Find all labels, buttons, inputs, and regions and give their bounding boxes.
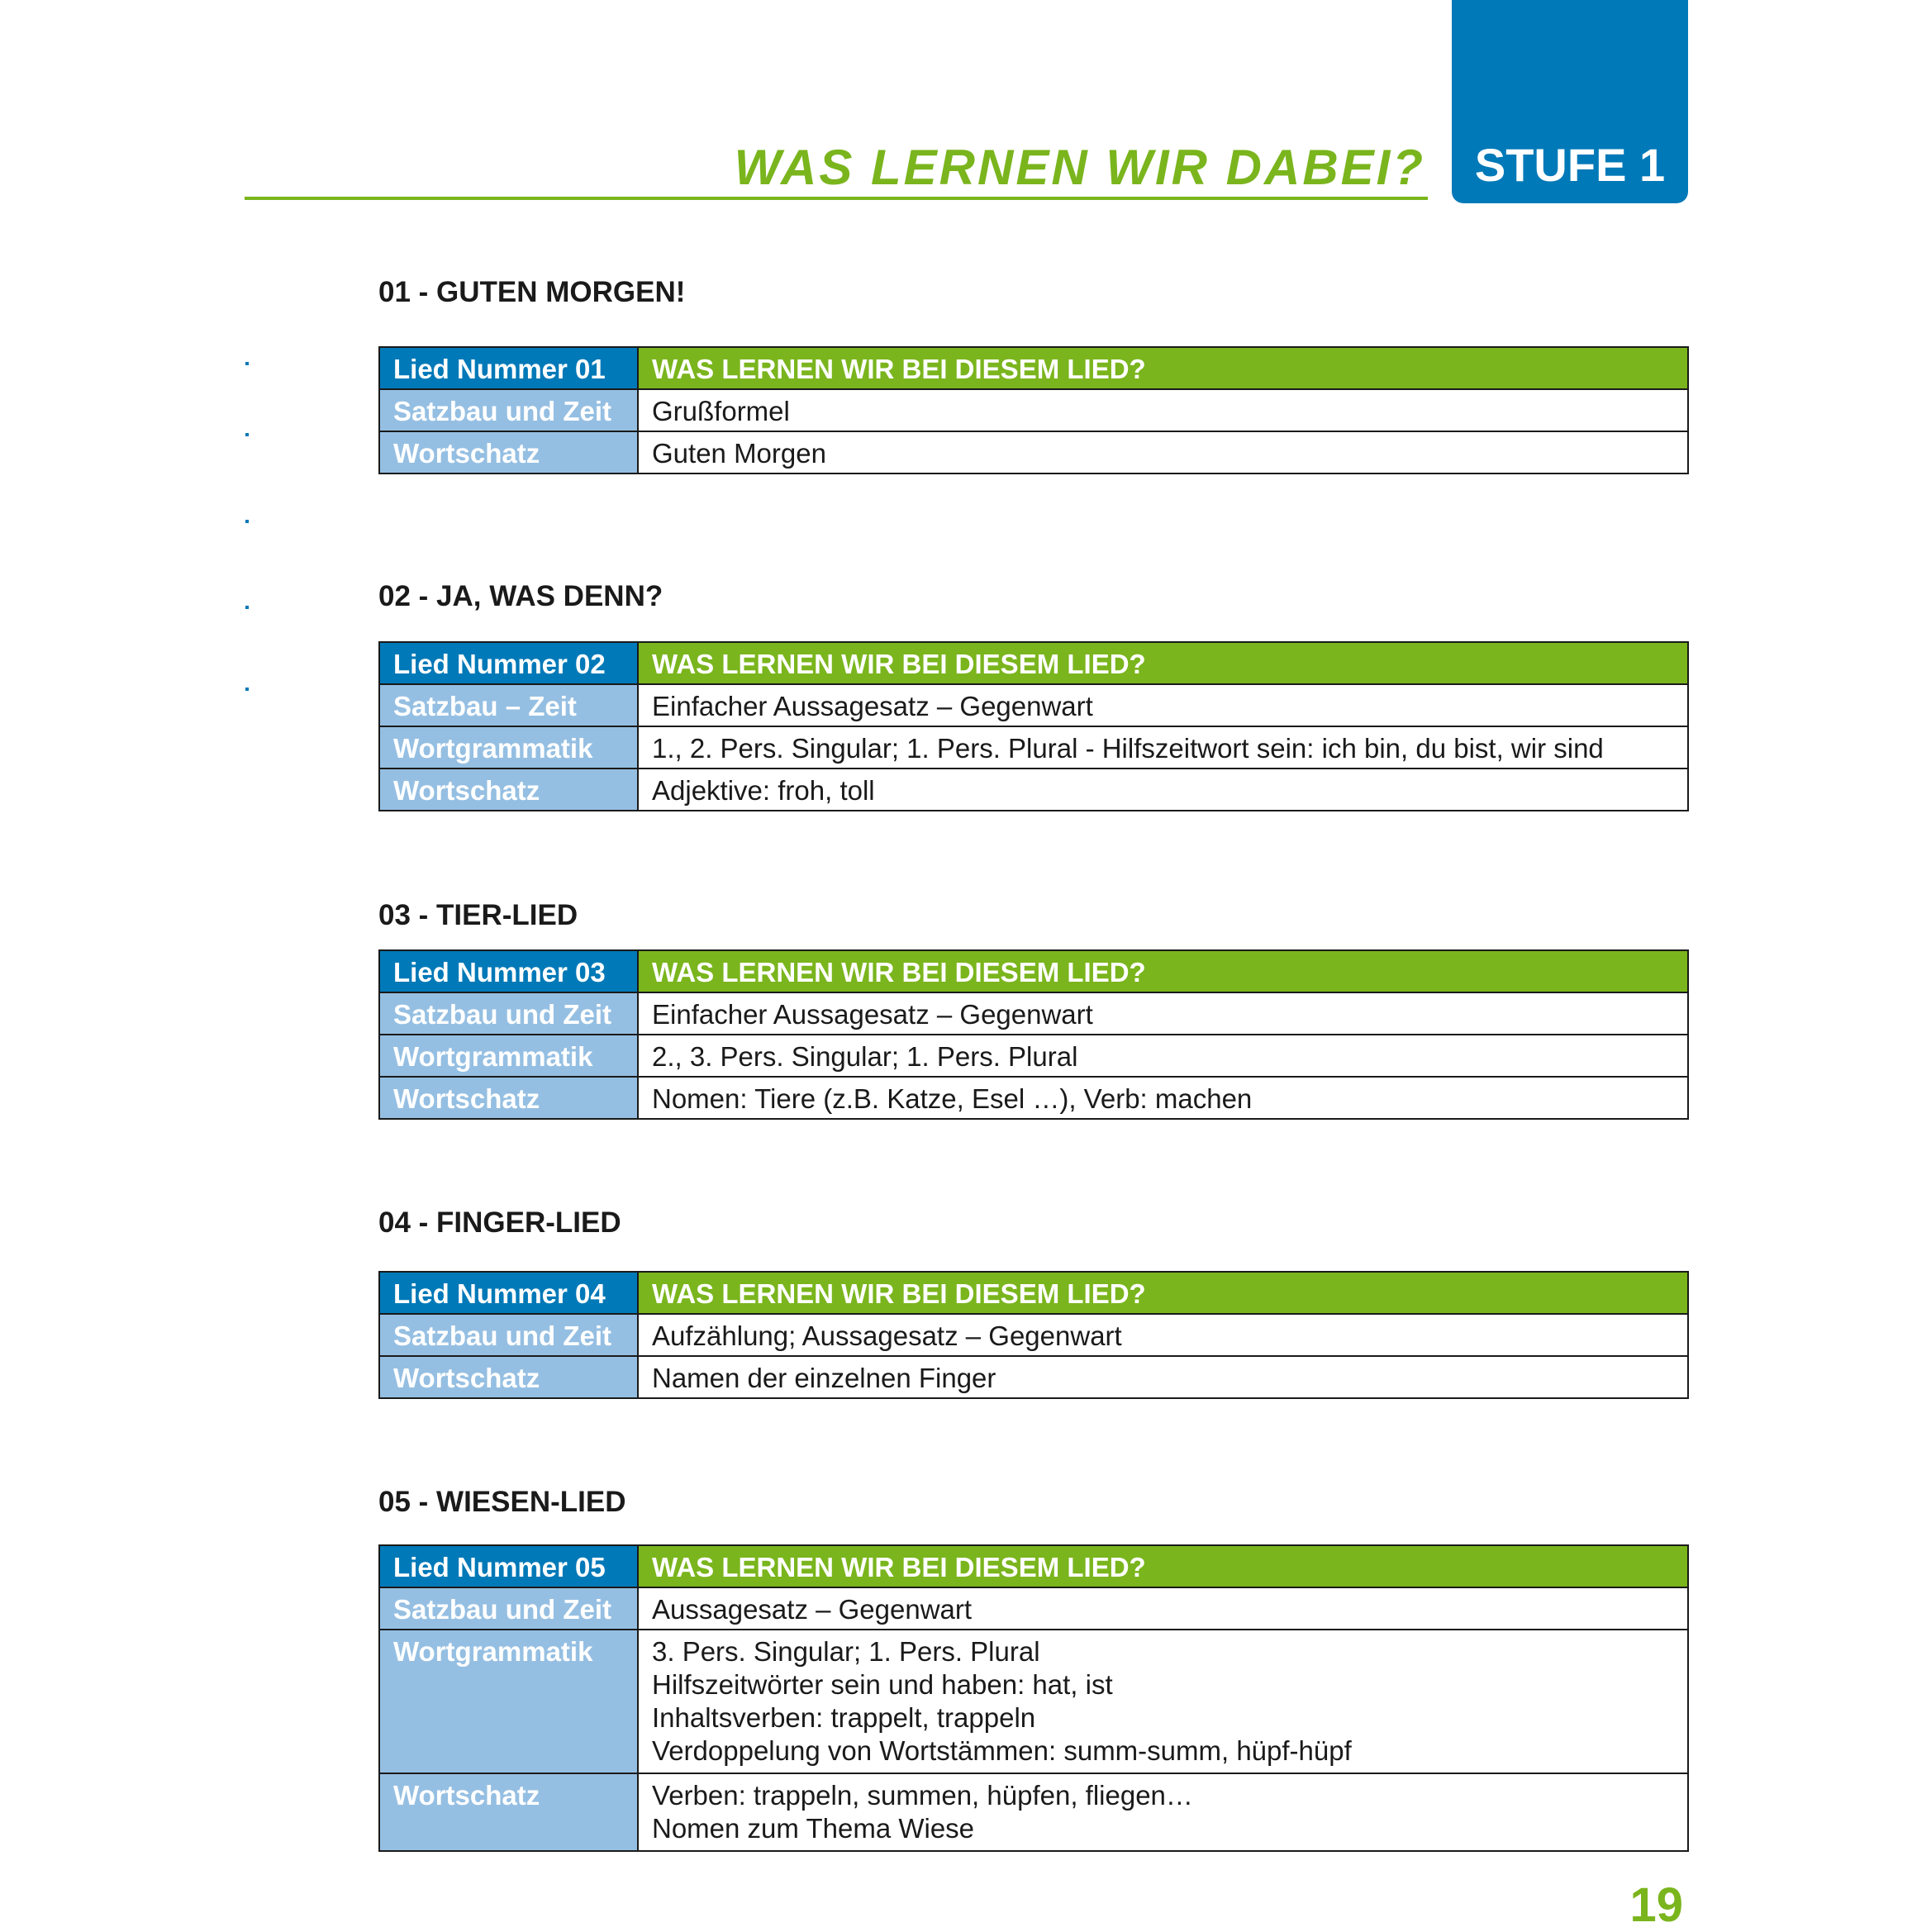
- song-section: [378, 1482, 1689, 1844]
- table-row: [379, 1630, 1688, 1773]
- margin-dot: [245, 606, 249, 609]
- row-label: Satzbau und Zeit: [379, 992, 638, 1035]
- value-line: Adjektive: froh, toll: [652, 775, 875, 806]
- table-header-row: [379, 1272, 1688, 1314]
- margin-dot: [245, 433, 249, 436]
- row-label: Wortgrammatik: [379, 1630, 638, 1773]
- value-line: Namen der einzelnen Finger: [652, 1363, 996, 1393]
- row-value: [638, 431, 1688, 473]
- row-value: [638, 1077, 1688, 1119]
- value-line: Inhaltsverben: trappelt, trappeln: [652, 1702, 1036, 1733]
- value-line: Nomen zum Thema Wiese: [652, 1813, 975, 1844]
- song-section: [378, 272, 1689, 469]
- row-label: Satzbau – Zeit: [379, 684, 638, 726]
- row-value: [638, 726, 1688, 769]
- song-number-cell: Lied Nummer 01: [379, 347, 638, 389]
- row-value: [638, 684, 1688, 726]
- page-title: WAS LERNEN WIR DABEI?: [734, 140, 1425, 195]
- margin-dot: [245, 520, 249, 523]
- row-label: Wortgrammatik: [379, 1035, 638, 1077]
- row-value: [638, 1630, 1688, 1773]
- table-row: [379, 1314, 1688, 1356]
- value-line: Verdoppelung von Wortstämmen: summ-summ, hüpf-hüpf: [652, 1735, 1352, 1766]
- row-value: [638, 1773, 1688, 1851]
- song-heading: 03 - TIER-LIED: [378, 899, 578, 931]
- table-row: [379, 431, 1688, 473]
- learning-question-cell: WAS LERNEN WIR BEI DIESEM LIED?: [638, 1272, 1688, 1314]
- value-line: Verben: trappeln, summen, hüpfen, fliegen…: [652, 1780, 1193, 1811]
- song-section: [378, 895, 1689, 1114]
- song-number-cell: Lied Nummer 05: [379, 1545, 638, 1587]
- row-value: [638, 389, 1688, 431]
- table-row: [379, 726, 1688, 769]
- row-label: Wortschatz: [379, 1356, 638, 1398]
- table-row: [379, 1035, 1688, 1077]
- table-row: [379, 389, 1688, 431]
- row-value: [638, 769, 1688, 811]
- page-number: 19: [1629, 1878, 1683, 1932]
- value-line: Aufzählung; Aussagesatz – Gegenwart: [652, 1321, 1122, 1351]
- table-header-row: [379, 1545, 1688, 1587]
- learning-question-cell: WAS LERNEN WIR BEI DIESEM LIED?: [638, 642, 1688, 684]
- song-table: [378, 641, 1689, 811]
- row-value: [638, 1587, 1688, 1630]
- table-header-row: [379, 642, 1688, 684]
- song-heading: 02 - JA, WAS DENN?: [378, 580, 663, 612]
- row-value: [638, 1035, 1688, 1077]
- table-row: [379, 769, 1688, 811]
- song-heading: 01 - GUTEN MORGEN!: [378, 276, 686, 308]
- row-label: Wortgrammatik: [379, 726, 638, 769]
- learning-question-cell: WAS LERNEN WIR BEI DIESEM LIED?: [638, 950, 1688, 992]
- song-number-cell: Lied Nummer 03: [379, 950, 638, 992]
- value-line: Grußformel: [652, 396, 790, 426]
- value-line: Guten Morgen: [652, 438, 826, 469]
- value-line: Einfacher Aussagesatz – Gegenwart: [652, 999, 1093, 1030]
- song-heading: 05 - WIESEN-LIED: [378, 1486, 626, 1518]
- value-line: 3. Pers. Singular; 1. Pers. Plural: [652, 1636, 1040, 1667]
- song-section: [378, 576, 1689, 806]
- row-label: Wortschatz: [379, 431, 638, 473]
- table-header-row: [379, 950, 1688, 992]
- row-value: [638, 1356, 1688, 1398]
- table-row: [379, 1773, 1688, 1851]
- margin-dot: [245, 362, 249, 365]
- table-row: [379, 1587, 1688, 1630]
- value-line: Aussagesatz – Gegenwart: [652, 1594, 973, 1625]
- table-row: [379, 992, 1688, 1035]
- level-tab: [1452, 0, 1688, 203]
- value-line: Hilfszeitwörter sein und haben: hat, ist: [652, 1669, 1113, 1700]
- table-header-row: [379, 347, 1688, 389]
- song-table: [378, 949, 1689, 1120]
- song-heading: 04 - FINGER-LIED: [378, 1206, 621, 1239]
- title-underline: [245, 197, 1428, 200]
- row-value: [638, 992, 1688, 1035]
- song-section: [378, 1202, 1689, 1393]
- learning-question-cell: WAS LERNEN WIR BEI DIESEM LIED?: [638, 1545, 1688, 1587]
- margin-dot: [245, 688, 249, 691]
- row-label: Satzbau und Zeit: [379, 389, 638, 431]
- table-row: [379, 1077, 1688, 1119]
- song-number-cell: Lied Nummer 04: [379, 1272, 638, 1314]
- row-label: Wortschatz: [379, 1077, 638, 1119]
- value-line: Einfacher Aussagesatz – Gegenwart: [652, 691, 1093, 721]
- song-table: [378, 346, 1689, 474]
- row-label: Satzbau und Zeit: [379, 1587, 638, 1630]
- value-line: Nomen: Tiere (z.B. Katze, Esel …), Verb: machen: [652, 1083, 1253, 1114]
- row-label: Wortschatz: [379, 1773, 638, 1851]
- table-row: [379, 1356, 1688, 1398]
- value-line: 1., 2. Pers. Singular; 1. Pers. Plural - Hilfszeitwort sein: ich bin, du bist, wir sind: [652, 733, 1604, 764]
- song-number-cell: Lied Nummer 02: [379, 642, 638, 684]
- level-tab-label: STUFE 1: [1474, 139, 1666, 191]
- value-line: 2., 3. Pers. Singular; 1. Pers. Plural: [652, 1041, 1078, 1072]
- row-value: [638, 1314, 1688, 1356]
- table-row: [379, 684, 1688, 726]
- song-table: [378, 1544, 1689, 1852]
- row-label: Wortschatz: [379, 769, 638, 811]
- row-label: Satzbau und Zeit: [379, 1314, 638, 1356]
- song-table: [378, 1271, 1689, 1399]
- learning-question-cell: WAS LERNEN WIR BEI DIESEM LIED?: [638, 347, 1688, 389]
